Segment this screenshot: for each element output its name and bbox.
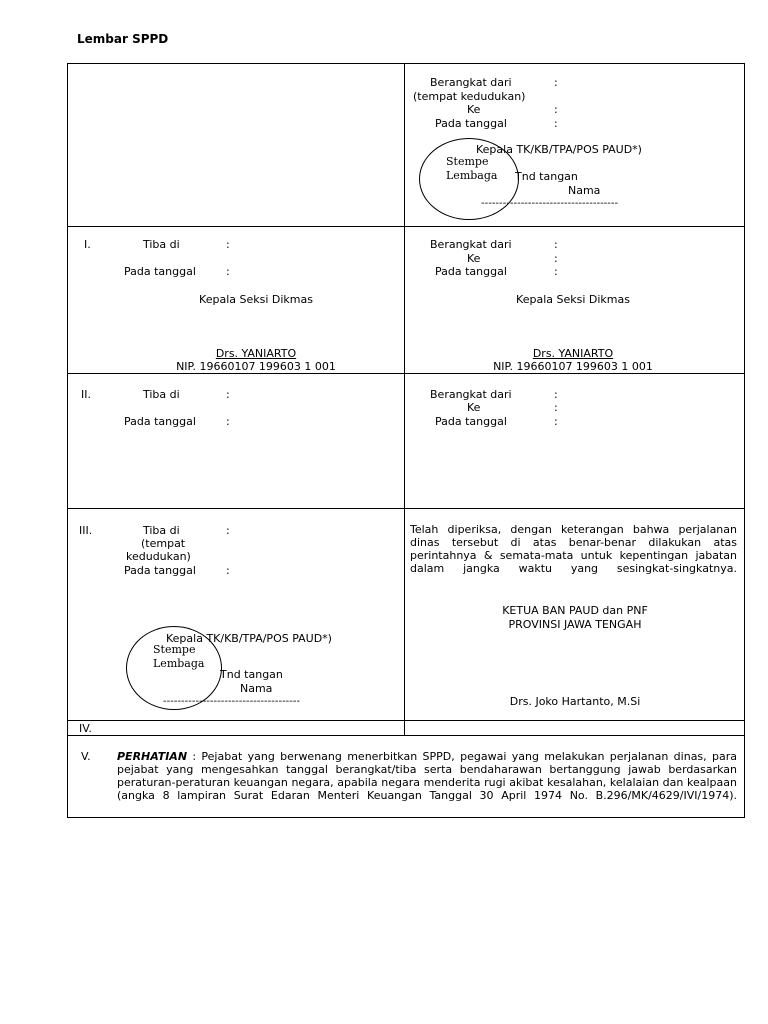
ke-label: Ke [467, 252, 481, 265]
signature-line: -------------------------------------- [481, 198, 619, 209]
lembaga-label: Lembaga [153, 657, 205, 670]
jabatan-label: KETUA BAN PAUD dan PNF [502, 604, 648, 617]
colon: : [226, 388, 230, 401]
stempel-label: Stempe [446, 155, 489, 168]
table-border-bottom [67, 817, 745, 818]
tiba-sub-label: kedudukan) [126, 550, 191, 563]
row-divider [67, 508, 745, 509]
verification-statement: Telah diperiksa, dengan keterangan bahwa perjalanan dinas tersebut di atas benar-benar dilakukan atas perintahnya & semata-mata untuk kepentingan jabatan dalam jangka waktu yang sesingkat-singkatnya. [410, 523, 737, 575]
kepala-label: Kepala TK/KB/TPA/POS PAUD*) [166, 632, 332, 645]
row-number: I. [84, 238, 91, 251]
colon: : [226, 415, 230, 428]
official-name: Drs. Joko Hartanto, M.Si [509, 695, 641, 708]
berangkat-sub-label: (tempat kedudukan) [413, 90, 526, 103]
perhatian-label: PERHATIAN [117, 750, 188, 763]
colon: : [226, 564, 230, 577]
tanda-tangan-label: Tnd tangan [515, 170, 578, 183]
tanggal-label: Pada tanggal [124, 415, 196, 428]
row-number: IV. [79, 722, 92, 735]
official-name: Drs. YANIARTO [532, 347, 614, 360]
berangkat-label: Berangkat dari [430, 238, 512, 251]
lembaga-label: Lembaga [446, 169, 498, 182]
row-divider [67, 373, 745, 374]
table-border-top [67, 63, 745, 64]
page-title: Lembar SPPD [77, 32, 169, 46]
kepala-label: Kepala TK/KB/TPA/POS PAUD*) [476, 143, 642, 156]
nama-label: Nama [240, 682, 273, 695]
provinsi-label: PROVINSI JAWA TENGAH [508, 618, 642, 631]
colon: : [554, 265, 558, 278]
official-nip: NIP. 19660107 199603 1 001 [176, 360, 336, 373]
tiba-sub-label: (tempat [141, 537, 186, 550]
stempel-label: Stempe [153, 643, 196, 656]
colon: : [554, 388, 558, 401]
tiba-label: Tiba di [143, 238, 180, 251]
colon: : [554, 415, 558, 428]
table-border-right [744, 63, 745, 818]
row-divider [67, 720, 745, 721]
official-name: Drs. YANIARTO [215, 347, 297, 360]
colon: : [554, 252, 558, 265]
tanda-tangan-label: Tnd tangan [220, 668, 283, 681]
row-number: III. [79, 524, 93, 537]
tiba-label: Tiba di [143, 524, 180, 537]
row-number: V. [81, 750, 91, 763]
jabatan-label: Kepala Seksi Dikmas [199, 293, 313, 306]
berangkat-label: Berangkat dari [430, 388, 512, 401]
tanggal-label: Pada tanggal [124, 564, 196, 577]
official-nip: NIP. 19660107 199603 1 001 [493, 360, 653, 373]
colon: : [226, 524, 230, 537]
berangkat-label: Berangkat dari [430, 76, 512, 89]
ke-label: Ke [467, 401, 481, 414]
tanggal-label: Pada tanggal [435, 117, 507, 130]
row-number: II. [81, 388, 91, 401]
perhatian-text: : Pejabat yang berwenang menerbitkan SPPD, pegawai yang melakukan perjalanan dinas, para pejabat yang mengesahkan tanggal berangkat/tiba serta bendaharawan bertanggung jawab berdasarkan peraturan-peraturan keuangan negara, apabila negara menderita rugi akibat kesalahan, kelalaian dan kealpaan (angka 8 lampiran Surat Edaran Menteri Keuangan Tanggal 30 April 1974 No. B.296/MK/4629/IVI/1974). [117, 750, 737, 802]
tanggal-label: Pada tanggal [124, 265, 196, 278]
tanggal-label: Pada tanggal [435, 265, 507, 278]
tiba-label: Tiba di [143, 388, 180, 401]
tanggal-label: Pada tanggal [435, 415, 507, 428]
colon: : [554, 401, 558, 414]
ke-label: Ke [467, 103, 481, 116]
colon: : [554, 76, 558, 89]
nama-label: Nama [568, 184, 601, 197]
colon: : [226, 265, 230, 278]
colon: : [554, 117, 558, 130]
row-divider [67, 735, 745, 736]
colon: : [554, 238, 558, 251]
column-divider [404, 63, 405, 736]
perhatian-note [117, 750, 737, 802]
row-divider [67, 226, 745, 227]
colon: : [554, 103, 558, 116]
table-border-left [67, 63, 68, 818]
jabatan-label: Kepala Seksi Dikmas [516, 293, 630, 306]
colon: : [226, 238, 230, 251]
signature-line: -------------------------------------- [163, 696, 301, 707]
